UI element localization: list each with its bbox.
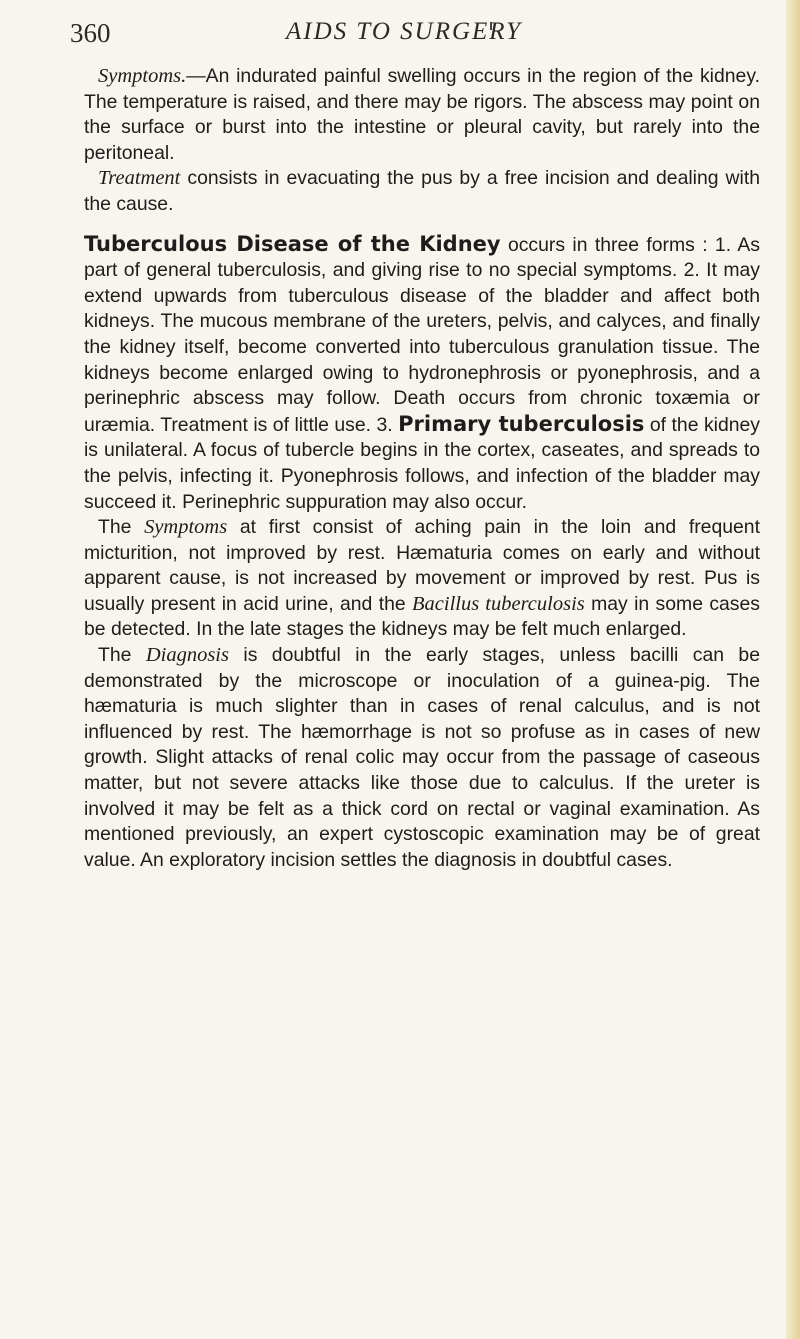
diagnosis-label: Diagnosis: [145, 644, 229, 667]
tuberculous-section: [84, 232, 760, 874]
page-number: 360: [70, 18, 111, 48]
primary-tuberculosis-text: of the kidney is unilateral. A focus of tubercle begins in the cortex, caseates, and spreads to the pelvis, infecting it. Pyonephrosis follows, and infection of the bladder may succeed it. Perinephric suppuration may also occur.: [84, 413, 760, 513]
tuberculous-intro-text: occurs in three forms : 1. As part of general tuberculosis, and giving rise to no special symptoms. 2. It may extend upwards from tuberculous disease of the bladder and affect both kidneys. The mucous membrane of the ureters, pelvis, and calyces, and finally the kidney itself, become converted into tuberculous granulation tissue. The kidneys become enlarged owing to hydronephrosis or pyonephrosis, and a perinephric abscess may follow. Death occurs from chronic toxæmia or uræmia. Treatment is of little use. 3.: [84, 233, 760, 436]
abscess-symptoms-text: —An indurated painful swelling occurs in the region of the kidney. The temperature is raised, and there may be rigors. The abscess may point on the surface or burst into the intestine or pleural cavity, but rarely into the peritoneal.: [84, 65, 760, 164]
running-title: AIDS TO SURGERY: [286, 18, 523, 45]
primary-tuberculosis-heading: Primary tuberculosis: [398, 411, 645, 436]
diagnosis-pre: The: [98, 644, 146, 667]
tb-symptoms-text-2: may in some cases be detected. In the late stages the kidneys may be felt much enlarged.: [84, 592, 760, 641]
book-page: [60, 18, 760, 873]
section-heading: Tuberculous Disease of the Kidney: [84, 231, 501, 256]
symptoms-label: Symptoms.: [98, 65, 187, 87]
page-edge-shading: [786, 0, 800, 1339]
page-header: [60, 18, 760, 58]
symptoms-pre: The: [98, 516, 145, 539]
bacillus-label: Bacillus tuberculosis: [412, 592, 585, 615]
treatment-label: Treatment: [98, 167, 181, 190]
diagnosis-text: is doubtful in the early stages, unless bacilli can be demonstrated by the microscope or inoculation of a guinea-pig. The hæmaturia is much slighter than in cases of renal calculus, and is not influenced by rest. The hæmorrhage is not so profuse as in cases of new growth. Slight attacks of renal colic may occur from the passage of caseous matter, but not severe attacks like those due to calculus. If the ureter is involved it may be felt as a thick cord on rectal or vaginal examination. As mentioned previously, an expert cystoscopic examination may be of great value. An exploratory incision settles the diagnosis in doubtful cases.: [84, 644, 760, 871]
tb-symptoms-text-1: at first consist of aching pain in the loin and frequent micturition, not improved by rest. Hæmaturia comes on early and without apparent cause, is not increased by movement or improved by rest. Pus is usually present in acid urine, and the: [84, 516, 760, 615]
tb-symptoms-label: Symptoms: [144, 516, 228, 539]
abscess-section: [84, 64, 760, 218]
abscess-treatment-text: consists in evacuating the pus by a free incision and dealing with the cause.: [84, 167, 760, 215]
